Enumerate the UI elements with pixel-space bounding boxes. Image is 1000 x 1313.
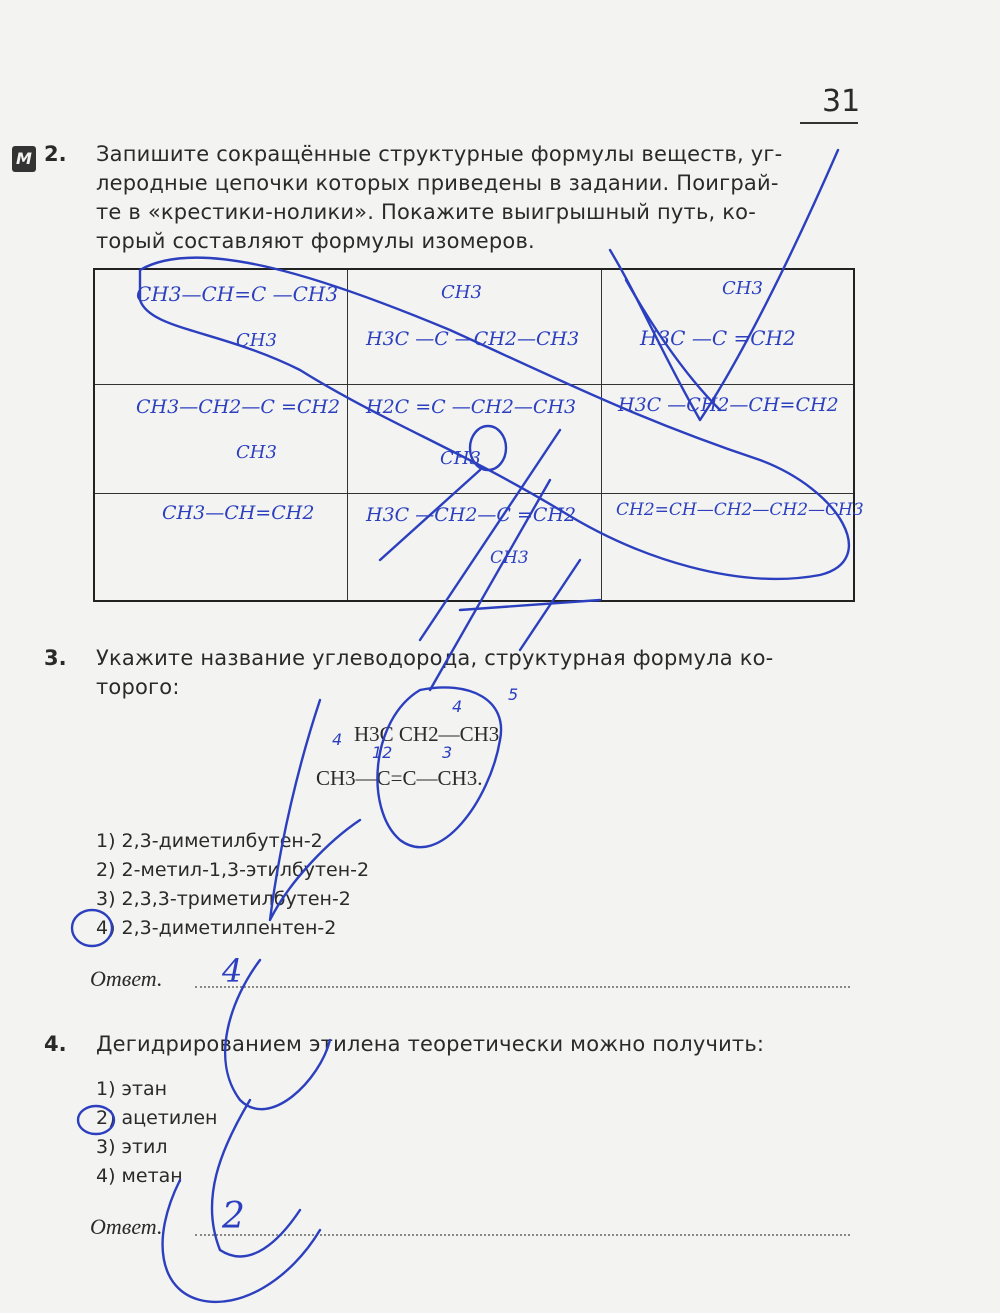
page-number: 31 (822, 84, 861, 119)
question-4-line: Дегидрированием этилена теоретически можно получить: (96, 1032, 765, 1056)
grid-cell-formula: CH2=CH—CH2—CH2—CH3 (616, 500, 864, 520)
answer-line (195, 986, 850, 988)
grid-cell-branch: CH3 (490, 548, 529, 568)
grid-cell-formula: CH3—CH=C —CH3 (136, 282, 339, 306)
grid-divider (95, 384, 853, 385)
tic-tac-toe-grid (93, 268, 855, 602)
question-4-number: 4. (44, 1032, 67, 1056)
question-3-text (96, 644, 773, 702)
answer-line (195, 1234, 850, 1236)
grid-cell-formula: H3C —C =CH2 (640, 326, 796, 350)
option-item: 1) 2,3-диметилбутен-2 (96, 830, 323, 852)
option-item: 1) этан (96, 1078, 168, 1100)
question-3-number: 3. (44, 646, 67, 670)
annotation-digit: 12 (372, 743, 393, 762)
annotation-digit: 4 (332, 730, 343, 749)
question-2-line: те в «крестики-нолики». Покажите выигрышный путь, ко- (96, 200, 756, 224)
option-item: 4) метан (96, 1165, 183, 1187)
grid-cell-branch: CH3 (441, 282, 482, 303)
grid-divider (347, 270, 348, 600)
grid-cell-formula: CH3—CH2—C =CH2 (136, 396, 341, 418)
annotation-digit: 3 (442, 743, 453, 762)
grid-cell-formula: H3C —CH2—CH=CH2 (618, 394, 839, 416)
answer-label: Ответ. (90, 966, 163, 991)
grid-divider (601, 270, 602, 600)
pen-stroke (270, 700, 360, 920)
grid-cell-formula: H3C —CH2—C =CH2 (366, 504, 577, 526)
question-3-line: торого: (96, 675, 180, 699)
annotation-digit: 4 (452, 697, 463, 716)
structural-formula-main: CH3—C=C—CH3. (316, 766, 483, 790)
grid-divider (95, 493, 853, 494)
grid-cell-formula: H2C =C —CH2—CH3 (366, 396, 577, 418)
grid-cell-formula: CH3—CH=CH2 (162, 502, 315, 524)
option-item: 2) ацетилен (96, 1107, 218, 1129)
handwritten-answer: 2 (222, 1196, 245, 1237)
question-2-number: 2. (44, 142, 67, 166)
question-2-text (96, 140, 782, 256)
handwritten-answer: 4 (222, 952, 243, 990)
structural-formula-top: H3C CH2—CH3 (354, 722, 500, 746)
grid-cell-branch: CH3 (236, 330, 277, 351)
answer-label: Ответ. (90, 1214, 163, 1239)
question-3-line: Укажите название углеводорода, структурная формула ко- (96, 646, 774, 670)
question-2-line: торый составляют формулы изомеров. (96, 229, 535, 253)
question-4-text (96, 1030, 764, 1059)
option-item: 2) 2-метил-1,3-этилбутен-2 (96, 859, 370, 881)
question-2-line: леродные цепочки которых приведены в задании. Поиграй- (96, 171, 779, 195)
annotation-digit: 5 (508, 685, 519, 704)
option-item: 3) этил (96, 1136, 168, 1158)
question-2-line: Запишите сокращённые структурные формулы веществ, уг- (96, 142, 783, 166)
page-number-underline (800, 122, 858, 124)
option-item: 3) 2,3,3-триметилбутен-2 (96, 888, 351, 910)
option-item: 4) 2,3-диметилпентен-2 (96, 917, 337, 939)
grid-cell-formula: H3C —C —CH2—CH3 (366, 328, 580, 350)
grid-cell-branch: CH3 (236, 442, 277, 463)
grid-cell-branch: CH3 (722, 278, 763, 299)
difficulty-marker-icon: М (12, 146, 36, 172)
grid-cell-branch: CH3 (440, 448, 481, 469)
